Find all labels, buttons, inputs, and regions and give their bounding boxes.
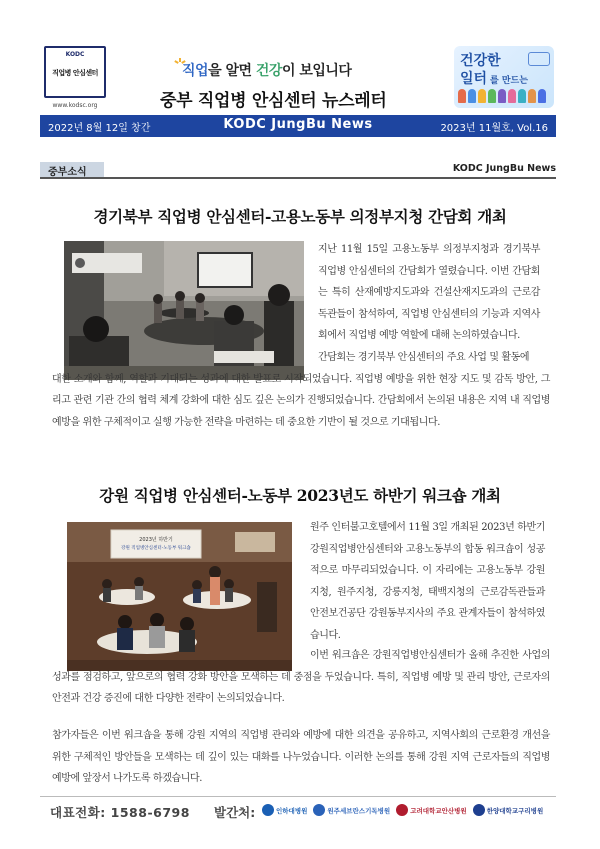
inha-hospital-icon — [262, 804, 274, 816]
band-title: KODC JungBu News — [223, 117, 373, 132]
badge-tag-icon — [528, 52, 550, 66]
people-illustration-icon — [458, 88, 550, 104]
org-name: 한양대학교구리병원 — [486, 806, 544, 815]
section-bar — [40, 162, 556, 179]
slogan-part-d: 이 보입니다 — [281, 63, 352, 79]
banner-line2: 강원 직업병안심센터-노동부 워크숍 — [121, 546, 191, 551]
article1-paragraph2-rest: 대한 소개와 함께, 역할과 기대되는 성과에 대한 발표로 시작되었습니다. 직업병 예방을 위한 현장 지도 및 감독 방안, 그리고 관련 기관 간의 협력 체계 강화에 대한 심도 깊은 논의가 진행되었습니다. 간담회에서 논의된 내용은 지역 내 직업병 예방을 위한 구체적이고 실행 가능한 전략을 마련하는 데 중요한 기반이 될 것으로 기대됩니다. — [52, 373, 550, 428]
slogan-part-c: 건강 — [255, 63, 282, 79]
publisher-logos — [262, 800, 543, 820]
article2-title: 강원 직업병 안심센터-노동부 2023년도 하반기 워크숍 개최 — [99, 486, 501, 505]
article2-paragraph3: 참가자들은 이번 워크숍을 통해 강원 지역의 직업병 관리와 예방에 대한 의견을 공유하고, 지역사회의 근로환경 개선을 위한 구체적인 방안들을 모색하는 데 깊이 있는 대화를 나누었습니다. 이러한 논의를 통해 강원 지역 근로자들의 직업병 예방에 앞장서 나가도록 하겠습니다. — [52, 730, 550, 785]
org-korea-ansan — [396, 804, 467, 816]
founded-date: 2022년 8월 12일 창간 — [48, 123, 151, 134]
org-name: 원주세브란스기독병원 — [327, 806, 391, 815]
hanyang-guri-icon — [473, 804, 485, 816]
logo-url: www.kodsc.org — [52, 102, 98, 109]
org-wonju — [313, 804, 390, 816]
article1-paragraph2-first-line: 간담회는 경기북부 안심센터의 주요 사업 및 활동에 — [318, 352, 530, 363]
healthy-workplace-badge — [454, 46, 554, 108]
section-tab: 중부소식 — [40, 162, 104, 177]
logo-kodc-text: KODC — [65, 51, 85, 58]
kodc-logo — [44, 46, 106, 98]
logo-center-name: 직업병 안심센터 — [52, 69, 98, 77]
publisher-label: 발간처: — [214, 805, 256, 820]
section-right-label: KODC JungBu News — [452, 163, 556, 174]
banner-line1: 2023년 하반기 — [139, 537, 173, 543]
article1-title: 경기북부 직업병 안심센터-고용노동부 의정부지청 간담회 개최 — [93, 207, 507, 226]
org-name: 고려대학교안산병원 — [410, 806, 467, 815]
article2-paragraph2: 이번 워크숍은 강원직업병안심센터가 올해 추진한 사업의 성과를 점검하고, 앞으로의 협력 강화 방안을 모색하는 데 중점을 두었습니다. 특히, 직업병 예방 및 관리 방안, 근로자의 안전과 건강 증진에 대한 다양한 전략이 논의되었습니다. — [52, 650, 550, 705]
wonju-severance-icon — [313, 804, 325, 816]
footer — [40, 796, 556, 822]
org-hanyang-guri — [473, 804, 544, 816]
badge-line1: 건강한 — [460, 53, 501, 69]
badge-line2: 일터 — [460, 71, 488, 87]
org-inha — [262, 804, 307, 816]
article1-paragraph2 — [52, 347, 550, 433]
article1-paragraph1: 지난 11월 15일 고용노동부 의정부지청과 경기북부 직업병 안심센터의 간담회가 열렸습니다. 이번 간담회는 특히 산재예방지도과와 건설산재지도과의 근로감독관들이 참석하여, 직업병 안심센터의 기능과 지역사회에서 직업병 예방 역할에 대해 논의하였습니다. — [318, 244, 540, 342]
slogan-part-a: 직업 — [182, 63, 209, 79]
korea-univ-ansan-icon — [396, 804, 408, 816]
newsletter-title: 중부 직업병 안심센터 뉴스레터 — [160, 91, 387, 111]
badge-line3: 를 만드는 — [490, 76, 528, 86]
slogan — [182, 60, 351, 80]
issue-band — [40, 115, 556, 137]
slogan-part-b: 을 알면 — [208, 63, 256, 79]
org-name: 인하대병원 — [276, 806, 308, 815]
issue-number: 2023년 11월호, Vol.16 — [440, 123, 548, 134]
article2-paragraph1: 원주 인터불고호텔에서 11월 3일 개최된 2023년 하반기 강원직업병안심센터와 고용노동부의 합동 워크숍이 성공적으로 마무리되었습니다. 이 자리에는 고용노동부 강원지청, 원주지청, 강릉지청, 태백지청의 근로감독관들과 안전보건공단 강원동부지사의 주요 관계자들이 참석하였습니다. — [310, 522, 545, 641]
representative-phone: 대표전화: 1588-6798 — [50, 805, 190, 820]
